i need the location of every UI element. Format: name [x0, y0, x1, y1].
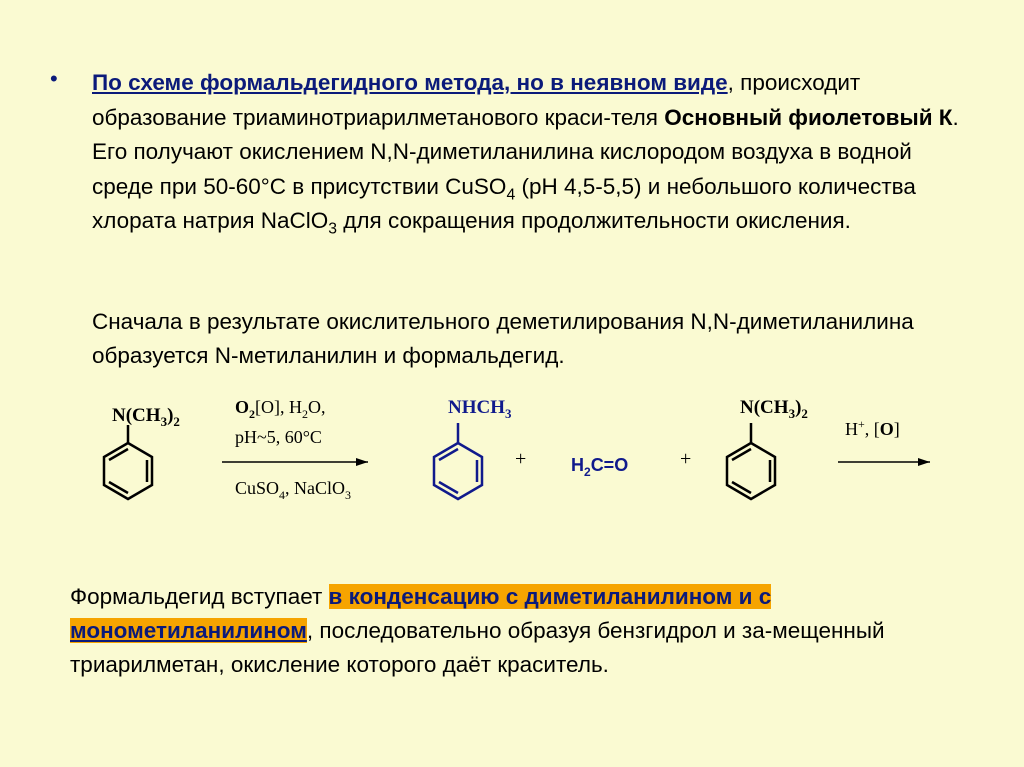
- benzene-ring: [727, 443, 775, 499]
- reactant-dimethylaniline: [104, 405, 180, 499]
- double-bond: [439, 449, 458, 460]
- text-span: , происходит образование триаминотриарилметанового краси-теля: [92, 70, 861, 130]
- lead-phrase: По схеме формальдегидного метода, но в неявном виде: [92, 70, 728, 95]
- bullet-marker: •: [50, 66, 58, 91]
- subscript: 3: [328, 220, 338, 238]
- condition-oxidant: $O_2[O]$, $H_2O$,: [235, 397, 326, 421]
- condition-ph: pH~5, 60°C: [235, 427, 322, 447]
- paragraph-1: [50, 66, 970, 239]
- paragraph-2: Сначала в результате окислительного деметилирования N,N-диметиланилина образуется N-метиланилин и формальдегид.: [92, 309, 914, 368]
- plus-sign-2: +: [680, 448, 692, 470]
- benzene-ring: [434, 443, 482, 499]
- product1-formula: $NHCH_3$: [448, 397, 512, 421]
- formaldehyde-formula: $H_2C=O$: [571, 455, 629, 479]
- reactant-formula: $N(CH_3)_2$: [112, 405, 180, 429]
- arrow-head-icon: [356, 458, 368, 466]
- product-methylaniline: [434, 397, 512, 499]
- paragraph-3: [70, 580, 970, 682]
- condition-catalyst: CuSO$_4$, NaClO$_3$: [235, 478, 352, 502]
- double-bond: [109, 482, 128, 493]
- reaction-conditions-1: [222, 397, 368, 502]
- condition-acid: H+, [O]: [845, 417, 900, 439]
- double-bond: [109, 449, 128, 460]
- double-bond: [732, 482, 751, 493]
- reaction-scheme: [0, 385, 1024, 525]
- reaction-conditions-2: [838, 417, 930, 466]
- text-span: . Его получают окислением N,N-диметиланилина кислородом воздуха в водной среде при 50-60°С в присутствии CuSO: [92, 104, 959, 199]
- text-span: для сокращения продолжительности окисления.: [337, 208, 851, 233]
- dye-name: Основный фиолетовый К: [664, 104, 953, 130]
- benzene-ring: [104, 443, 152, 499]
- highlight-phrase-1: в конденсацию с диметиланилином и с: [328, 584, 772, 609]
- reagent-dimethylaniline: [727, 397, 808, 499]
- subscript: 4: [506, 186, 516, 203]
- highlight-phrase-2: монометиланилином: [70, 618, 307, 643]
- text-span: , последовательно образуя бензгидрол и за-мещенный триарилметан, окисление которого даёт краситель.: [70, 618, 885, 677]
- text-span: Формальдегид вступает: [70, 584, 329, 609]
- arrow-head-icon: [918, 458, 930, 466]
- reagent2-formula: $N(CH_3)_2$: [740, 397, 808, 421]
- paragraph-1-text: [92, 66, 970, 239]
- text-span: (pH 4,5-5,5) и небольшого количества хлората натрия NaClO: [92, 173, 916, 233]
- double-bond: [732, 449, 751, 460]
- double-bond: [439, 482, 458, 493]
- plus-sign: +: [515, 448, 527, 470]
